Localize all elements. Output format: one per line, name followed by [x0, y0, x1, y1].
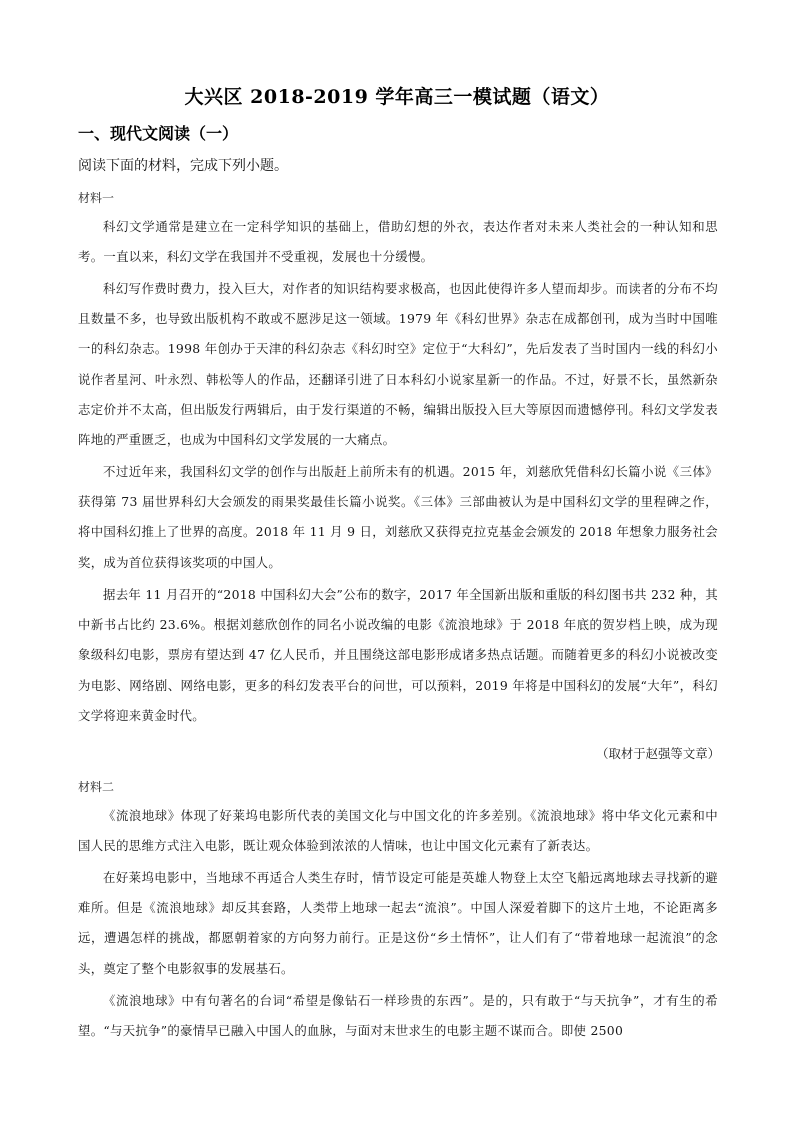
- material-one-paragraph-1: 科幻文学通常是建立在一定科学知识的基础上，借助幻想的外衣，表达作者对未来人类社会的一种认知和思考。一直以来，科幻文学在我国并不受重视，发展也十分缓慢。: [78, 219, 718, 265]
- document-title: 大兴区 2018-2019 学年高三一模试题（语文）: [184, 86, 610, 108]
- section-heading: 一、现代文阅读（一）: [78, 124, 239, 143]
- material-two-paragraph-3: 《流浪地球》中有句著名的台词“希望是像钻石一样珍贵的东西”。是的，只有敢于“与天抗争”，才有生的希望。“与天抗争”的豪情早已融入中国人的血脉，与面对末世求生的电影主题不谋而合。即使 2500: [78, 993, 718, 1039]
- material-one-label: 材料一: [78, 191, 115, 205]
- material-one-paragraph-2: 科幻写作费时费力，投入巨大，对作者的知识结构要求极高，也因此使得许多人望而却步。而读者的分布不均且数量不多，也导致出版机构不敢或不愿涉足这一领域。1979 年《科幻世界》杂志在成都创刊，成为当时中国唯一的科幻杂志。1998 年创办于天津的科幻杂志《科幻时空》定位于“大科幻”，先后发表了当时国内一线的科幻小说作者星河、叶永烈、韩松等人的作品，还翻译引进了日本科幻小说家星新一的作品。不过，好景不长，虽然新杂志定价并不太高，但出版发行两辑后，由于发行渠道的不畅，编辑出版投入巨大等原因而遗憾停刊。科幻文学发表阵地的严重匮乏，也成为中国科幻文学发展的一大痛点。: [78, 281, 718, 448]
- material-one-paragraph-3: 不过近年来，我国科幻文学的创作与出版赶上前所未有的机遇。2015 年，刘慈欣凭借科幻长篇小说《三体》获得第 73 届世界科幻大会颁发的雨果奖最佳长篇小说奖。《三体》三部曲被认为是中国科幻文学的里程碑之作，将中国科幻推上了世界的高度。2018 年 11 月 9 日，刘慈欣又获得克拉克基金会颁发的 2018 年想象力服务社会奖，成为首位获得该奖项的中国人。: [78, 464, 719, 570]
- material-two-label: 材料二: [78, 780, 115, 794]
- material-one-source: （取材于赵强等文章）: [596, 746, 720, 761]
- material-two-paragraph-1: 《流浪地球》体现了好莱坞电影所代表的美国文化与中国文化的许多差别。《流浪地球》将中华文化元素和中国人民的思维方式注入电影，既让观众体验到浓浓的人情味，也让中国文化元素有了新表达。: [78, 808, 718, 854]
- material-one-paragraph-4: 据去年 11 月召开的“2018 中国科幻大会”公布的数字，2017 年全国新出版和重版的科幻图书共 232 种，其中新书占比约 23.6%。根据刘慈欣创作的同名小说改编的电影《流浪地球》于 2018 年底的贺岁档上映，成为现象级科幻电影，票房有望达到 47 亿人民币，并且围绕这部电影形成诸多热点话题。而随着更多的科幻小说被改变为电影、网络剧、网络电影，更多的科幻发表平台的问世，可以预料，2019 年将是中国科幻的发展“大年”，科幻文学将迎来黄金时代。: [78, 587, 718, 723]
- material-two-paragraph-2: 在好莱坞电影中，当地球不再适合人类生存时，情节设定可能是英雄人物登上太空飞船远离地球去寻找新的避难所。但是《流浪地球》却反其套路，人类带上地球一起去“流浪”。中国人深爱着脚下的这片土地，不论距离多远，遭遇怎样的挑战，都愿朝着家的方向努力前行。正是这份“乡土情怀”，让人们有了“带着地球一起流浪”的念头，奠定了整个电影叙事的发展基石。: [78, 870, 718, 976]
- instruction-text: 阅读下面的材料，完成下列小题。: [78, 158, 288, 174]
